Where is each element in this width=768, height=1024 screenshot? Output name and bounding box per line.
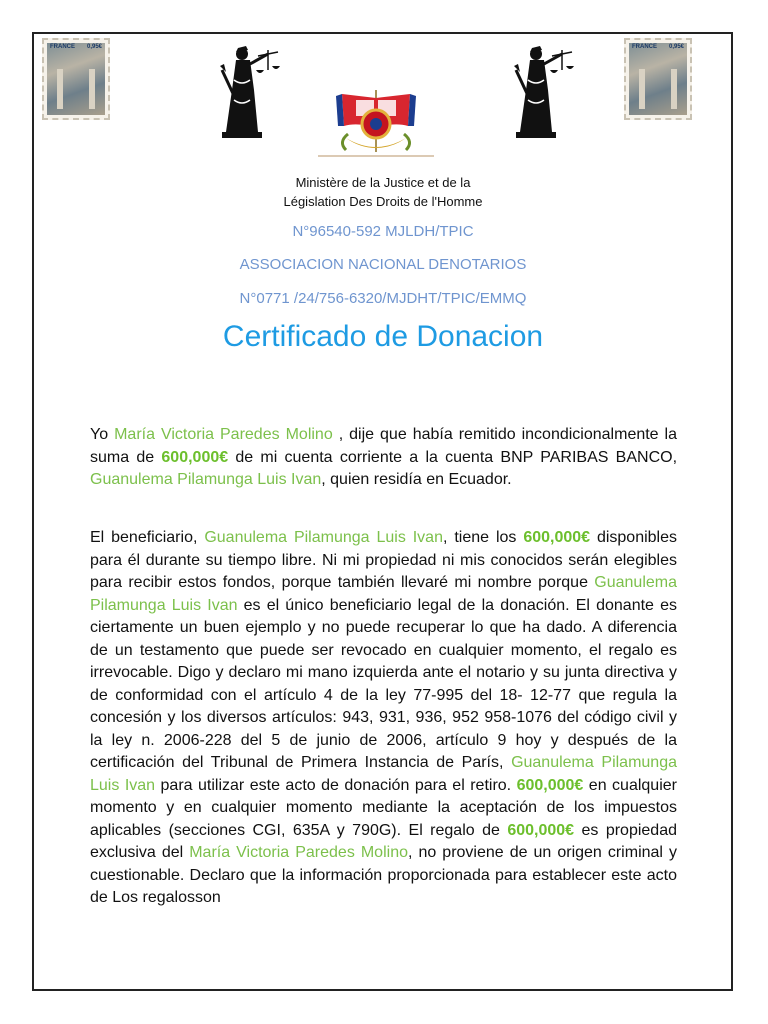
paragraph-text: de mi cuenta corriente a la cuenta BNP PARIBAS BANCO,	[228, 448, 678, 466]
stamp-value: 0,95€	[86, 44, 102, 50]
donation-amount: 600,000€	[523, 529, 591, 546]
paragraph-text: , quien residía en Ecuador.	[321, 471, 512, 488]
document-title: Certificado de Donacion	[222, 320, 544, 353]
stamp-value: 0,95€	[668, 44, 684, 50]
paragraph-text: es propiedad exclusiva del	[90, 821, 677, 861]
paragraph-text: , dije que había remitido incondicionalmente la suma de	[90, 426, 678, 466]
case-number: N°0771 /24/756-6320/MJDHT/TPIC/EMMQ	[239, 290, 527, 307]
coat-of-arms-emblem	[318, 86, 434, 158]
beneficiary-name: Guanulema Pilamunga Luis Ivan	[90, 471, 322, 488]
lady-justice-icon	[506, 40, 576, 140]
ministry-header	[34, 173, 732, 211]
beneficiary-name: Guanulema Pilamunga Luis Ivan	[90, 754, 677, 794]
donation-amount: 600,000€	[161, 448, 229, 466]
lady-justice-icon	[212, 40, 282, 140]
association-name: ASSOCIACION NACIONAL DENOTARIOS	[239, 256, 527, 273]
stamp-country: FRANCE	[632, 44, 657, 50]
donor-name: María Victoria Paredes Molino	[114, 426, 333, 443]
stamp-image	[47, 43, 105, 115]
paragraph-text: para utilizar este acto de donación para el retiro.	[155, 776, 517, 794]
paragraph-1	[90, 424, 677, 492]
paragraph-text: El beneficiario,	[90, 529, 205, 546]
reference-number: N°96540-592 MJLDH/TPIC	[292, 223, 474, 240]
beneficiary-name: Guanulema Pilamunga Luis Ivan	[204, 529, 443, 546]
postage-stamp-left	[42, 38, 110, 120]
donation-amount: 600,000€	[507, 821, 575, 839]
donor-name: María Victoria Paredes Molino	[189, 844, 408, 861]
stamp-country: FRANCE	[50, 44, 75, 50]
paragraph-text: en cualquier momento y en cualquier momento mediante la aceptación de los impuestos aplicables (secciones CGI, 635A y 790G). El regalo de	[90, 776, 677, 839]
paragraph-text: Yo	[90, 426, 115, 443]
paragraph-text: es el único beneficiario legal de la donación. El donante es ciertamente un buen ejemplo y no puede recuperar lo que ha dado. A diferencia de un testamento que puede ser revocado en cualquier momento, el regalo es irrevocable. Digo y declaro mi mano izquierda ante el notario y su junta directiva y de conformidad con el artículo 4 de la ley 77-995 del 18- 12-77 que regula la concesión y los diversos artículos: 943, 931, 936, 952 958-1076 del código civil y la ley n. 2006-228 del 5 de junio de 2006, artículo 9 hoy y después de la certificación del Tribunal de Primera Instancia de París,	[90, 596, 677, 771]
ministry-line-2: Législation Des Droits de l'Homme	[283, 194, 483, 209]
paragraph-2	[90, 527, 677, 910]
paragraph-text: , tiene los	[442, 529, 524, 546]
beneficiary-name: Guanulema Pilamunga Luis Ivan	[90, 574, 677, 614]
donation-amount: 600,000€	[516, 776, 584, 794]
ministry-line-1: Ministère de la Justice et de la	[295, 175, 471, 190]
stamp-image	[629, 43, 687, 115]
paragraph-text: disponibles para él durante su tiempo libre. Ni mi propiedad ni mis conocidos serán elegibles para recibir estos fondos, porque también llevaré mi nombre porque	[90, 529, 678, 591]
postage-stamp-right	[624, 38, 692, 120]
paragraph-text: , no proviene de un origen criminal y cuestionable. Declaro que la información proporcionada para establecer este acto de Los regalosson	[90, 844, 678, 906]
